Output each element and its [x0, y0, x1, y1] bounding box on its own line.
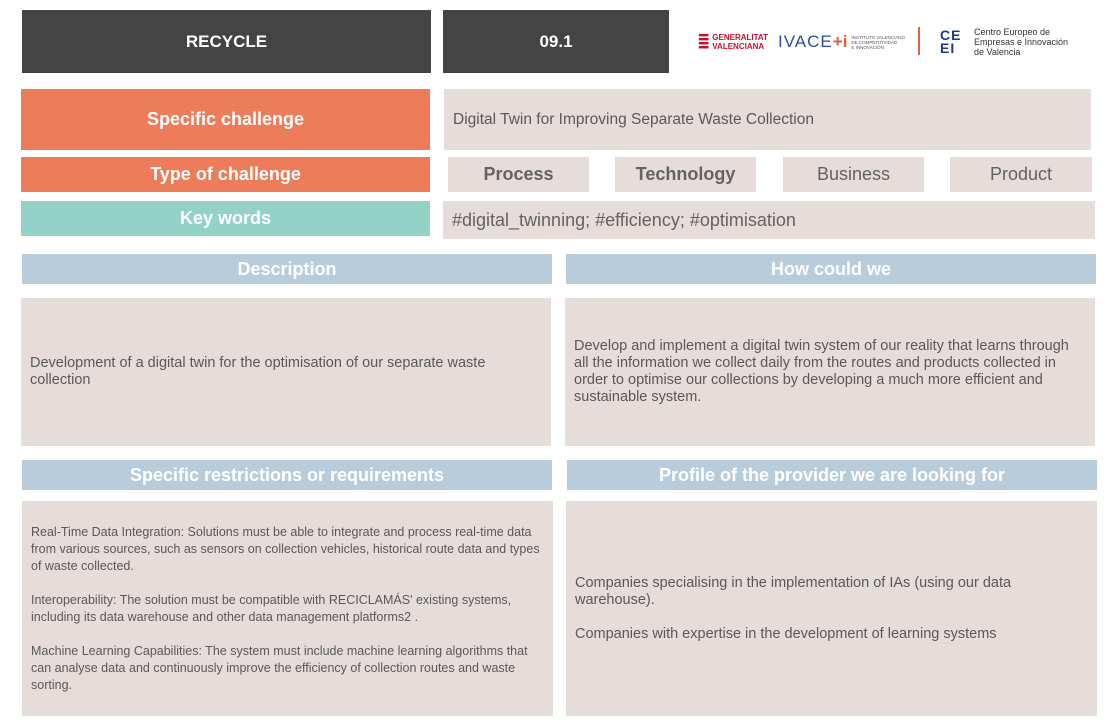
type-of-challenge-label — [21, 157, 430, 192]
how-could-we-header-text: How could we — [770, 258, 891, 279]
ceei-logo — [940, 26, 1080, 58]
ivace-wordmark: IVACE — [778, 32, 833, 51]
restriction-paragraph: Machine Learning Capabilities: The system must include machine learning algorithms that can analyse data and continuously improve the efficiency of collection routes and waste sorting. — [31, 643, 528, 692]
ivace-sub2: DE COMPETITIVIDAD — [851, 39, 898, 45]
challenge-code-bar — [443, 10, 669, 73]
type-option-product — [950, 157, 1092, 192]
generalitat-line2: VALENCIANA — [712, 42, 765, 51]
logo-divider — [918, 27, 920, 55]
description-header-text: Description — [237, 258, 337, 279]
generalitat-emblem-icon — [698, 31, 709, 53]
provider-profile-header — [567, 460, 1097, 490]
ceei-mark-top: CE — [940, 27, 962, 43]
restrictions-header — [22, 460, 552, 490]
challenge-title: RECYCLE — [185, 31, 268, 51]
ivace-logo — [778, 30, 906, 54]
type-option-product-text: Product — [989, 164, 1053, 184]
ivace-sub1: INSTITUTO VALENCIANO — [851, 34, 906, 40]
challenge-code: 09.1 — [539, 31, 573, 51]
provider-paragraph: Companies with expertise in the development of learning systems — [575, 625, 997, 642]
ceei-line1: Centro Europeo de — [974, 27, 1051, 37]
specific-challenge-label-text: Specific challenge — [146, 109, 305, 129]
specific-challenge-value-text: Digital Twin for Improving Separate Waste Collection — [453, 110, 814, 128]
how-could-we-text: Develop and implement a digital twin system of our reality that learns through all the information we collect daily from the routes and products collected in order to optimise our collections by developing a much more efficient and sustainable system. — [574, 338, 1069, 405]
ceei-line3: de Valencia — [974, 47, 1021, 57]
restrictions-content — [22, 501, 553, 716]
specific-challenge-value — [444, 89, 1091, 150]
ivace-sub3: E INNOVACIÓN — [851, 44, 884, 50]
type-option-technology — [615, 157, 756, 192]
key-words-label — [21, 201, 430, 236]
restrictions-header-text: Specific restrictions or requirements — [129, 464, 445, 485]
key-words-label-text: Key words — [179, 208, 272, 228]
ivace-plus-i: +i — [832, 32, 848, 51]
type-option-process — [448, 157, 589, 192]
how-could-we-header — [566, 254, 1096, 284]
provider-profile-header-text: Profile of the provider we are looking for — [658, 464, 1006, 485]
key-words-value — [443, 201, 1095, 239]
generalitat-line1: GENERALITAT — [712, 33, 768, 42]
type-option-process-text: Process — [483, 164, 554, 184]
description-header — [22, 254, 552, 284]
description-content — [21, 298, 551, 446]
provider-profile-content — [566, 501, 1097, 716]
ceei-line2: Empresas e Innovación — [974, 37, 1069, 47]
challenge-title-bar — [22, 10, 431, 73]
restriction-paragraph: Interoperability: The solution must be compatible with RECICLAMÁS' existing systems, including its data warehouse and other data management platforms2 . — [31, 592, 512, 624]
type-option-business — [783, 157, 924, 192]
restriction-paragraph: Real-Time Data Integration: Solutions must be able to integrate and process real-time data from various sources, such as sensors on collection vehicles, historical route data and types of waste collected. — [31, 524, 540, 573]
specific-challenge-label — [21, 89, 430, 150]
ceei-mark-bottom: EI — [940, 40, 956, 56]
key-words-value-text: #digital_twinning; #efficiency; #optimisation — [452, 209, 796, 230]
how-could-we-content — [565, 298, 1095, 446]
type-option-business-text: Business — [816, 164, 891, 184]
type-option-technology-text: Technology — [635, 164, 736, 184]
description-text: Development of a digital twin for the optimisation of our separate waste collection — [30, 355, 486, 388]
generalitat-logo — [698, 28, 768, 56]
type-of-challenge-label-text: Type of challenge — [150, 164, 301, 184]
provider-paragraph: Companies specialising in the implementation of IAs (using our data warehouse). — [575, 574, 1012, 608]
